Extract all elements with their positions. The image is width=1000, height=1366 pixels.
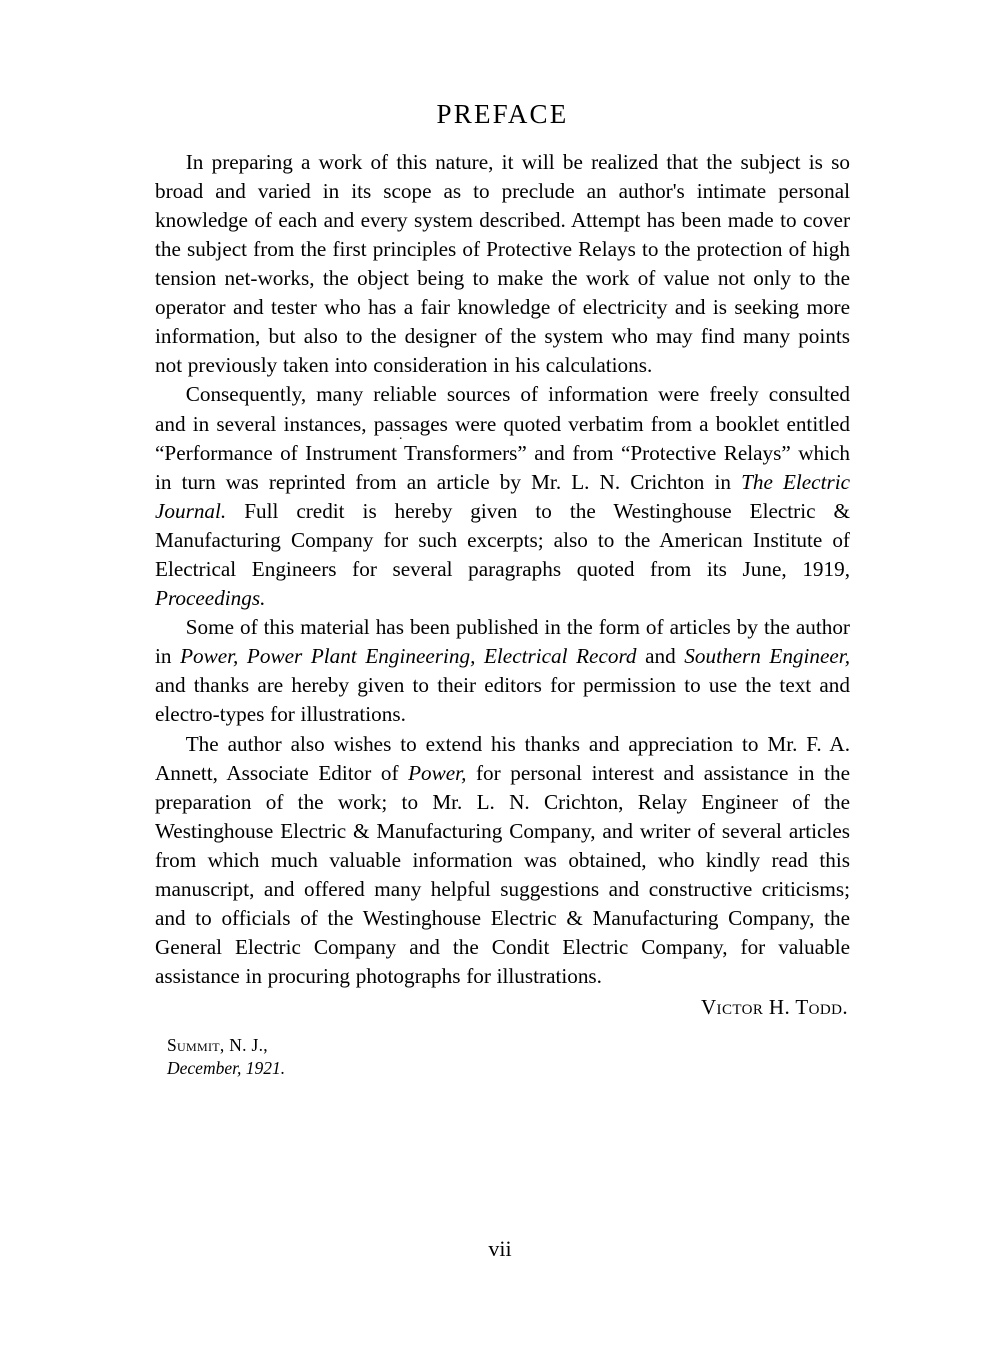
- italic-title: Proceedings.: [155, 586, 266, 611]
- colophon-date: December, 1921.: [167, 1058, 286, 1079]
- preface-body: [155, 148, 850, 992]
- page-title: PREFACE: [436, 99, 569, 129]
- italic-title: Power, Power Plant Engineering, Electrical Record: [180, 644, 637, 669]
- colophon: [155, 1034, 850, 1080]
- page-number: [0, 1238, 1000, 1260]
- italic-title: Southern Engineer,: [684, 644, 850, 669]
- italic-title: The Electric Journal.: [155, 469, 850, 523]
- colophon-place: Summit, N. J.,: [167, 1035, 268, 1056]
- author-signature: [155, 993, 850, 1022]
- paragraph-1: In preparing a work of this nature, it will be realized that the subject is so broad and varied in its scope as to preclude an author's intimate personal knowledge of each and every system described. Attempt has been made to cover the subject from the first principles of Protective Relays to the protection of high tension net-works, the object being to make the work of value not only to the operator and tester who has a fair knowledge of electricity and is seeking more information, but also to the designer of the system who may find many points not previously taken into consideration in his calculations.: [155, 149, 850, 378]
- paragraph-3: Some of this material has been published in the form of articles by the author in Power, Power Plant Engineering, Electrical Record and Southern Engineer, and thanks are hereby given to their editors for permission to use the text and electro-types for illustrations.: [155, 615, 850, 727]
- italic-title: Power,: [408, 760, 467, 785]
- folio-label: vii: [488, 1236, 512, 1261]
- paragraph-4: The author also wishes to extend his thanks and appreciation to Mr. F. A. Annett, Associate Editor of Power, for personal interest and assistance in the preparation of the work; to Mr. L. N. Crichton, Relay Engineer of the Westinghouse Electric & Manufacturing Company, and writer of several articles from which much valuable information was obtained, who kindly read this manuscript, and offered many helpful suggestions and constructive criticisms; and to officials of the Westinghouse Electric & Manufacturing Company, the General Electric Company and the Condit Electric Company, for valuable assistance in procuring photographs for illustrations.: [155, 731, 850, 989]
- page-text-block: [155, 100, 850, 1080]
- author-name: Victor H. Todd.: [700, 995, 848, 1020]
- paragraph-2: Consequently, many reliable sources of information were freely consulted and in several instances, passages were quoted verbatim from a booklet entitled “Performance of Instrument Transformers” and from “Protective Relays” which in turn was reprinted from an article by Mr. L. N. Crichton in The Electric Journal. Full credit is hereby given to the Westinghouse Electric & Manufacturing Company for such excerpts; also to the American Institute of Electrical Engineers for several paragraphs quoted from its June, 1919, Proceedings.: [155, 382, 850, 611]
